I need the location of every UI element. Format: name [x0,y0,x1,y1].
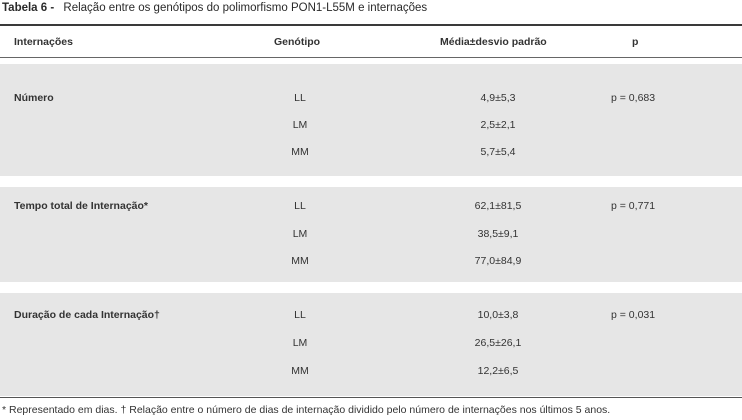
value-cell: 2,5±2,1 [480,119,516,131]
value-cell: 10,0±3,8 [477,309,519,321]
table-caption [2,2,427,14]
table-header [0,27,742,57]
value-cell: 4,9±5,3 [480,92,516,104]
genotype-cell: LL [294,200,306,212]
genotype-cell: MM [291,365,309,377]
genotype-cell: LM [292,119,308,131]
p-value-cell: p = 0,771 [611,200,656,212]
p-value-cell: p = 0,031 [611,309,656,321]
row-label: Número [14,92,54,104]
bottom-rule [0,397,742,398]
table-title: Relação entre os genótipos do polimorfismo PON1-L55M e internações [63,2,428,14]
value-cell: 62,1±81,5 [474,200,522,212]
genotype-cell: LM [292,228,308,240]
p-value-cell: p = 0,683 [611,92,656,104]
value-cell: 5,7±5,4 [480,146,516,158]
top-rule [0,24,742,26]
value-cell: 77,0±84,9 [474,255,522,267]
header-rule [0,57,742,58]
row-label: Duração de cada Internação† [14,309,160,321]
value-cell: 26,5±26,1 [474,337,522,349]
value-cell: 38,5±9,1 [477,228,519,240]
value-cell: 12,2±6,5 [477,365,519,377]
header-genotipo: Genótipo [274,36,321,48]
row-label: Tempo total de Internação* [14,200,148,212]
header-p: p [632,36,639,48]
table-footnote: * Representado em dias. † Relação entre o número de dias de internação dividido pelo número de internações nos últimos 5 anos. [2,404,611,416]
group-duracao [0,293,742,396]
genotype-cell: LL [294,92,306,104]
genotype-cell: LL [294,309,306,321]
group-numero [0,64,742,176]
group-tempo-total [0,187,742,282]
header-media-desvio: Média±desvio padrão [440,36,547,48]
genotype-cell: MM [291,146,309,158]
genotype-cell: LM [292,337,308,349]
table-number: Tabela 6 - [2,2,55,14]
header-internacoes: Internações [14,36,73,48]
genotype-cell: MM [291,255,309,267]
